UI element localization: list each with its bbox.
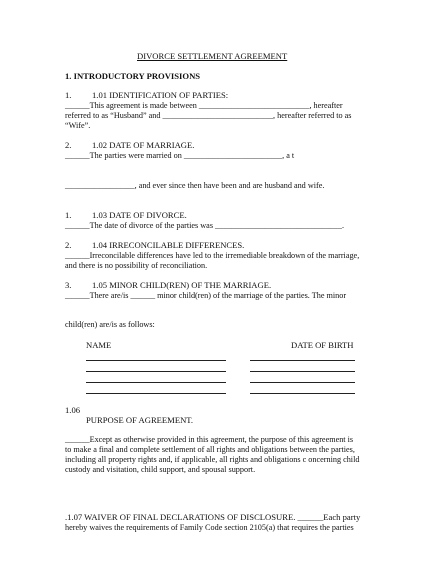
paragraph-line: ______Except as otherwise provided in this agreement, the purpose of this agreement is	[65, 435, 354, 444]
paragraph-line: ______The parties were married on ________________________, a t	[65, 151, 295, 160]
section-heading-minor-children: 1.05 MINOR CHILD(REN) OF THE MARRIAGE.	[92, 280, 272, 290]
child-dob-blank[interactable]	[250, 371, 355, 372]
children-table-name-header: NAME	[86, 340, 112, 350]
child-name-blank[interactable]	[86, 371, 226, 372]
paragraph-line: ______The date of divorce of the parties was _______________________________.	[65, 221, 345, 230]
child-dob-blank[interactable]	[250, 360, 355, 361]
item-number: 1.06	[65, 405, 81, 415]
item-number: 2.	[65, 240, 72, 250]
item-number: 1.	[65, 210, 72, 220]
section-heading-purpose: PURPOSE OF AGREEMENT.	[86, 415, 194, 425]
paragraph-line: custody and visitation, child support, and spousal support.	[65, 465, 256, 474]
section-heading-introductory: 1. INTRODUCTORY PROVISIONS	[65, 71, 201, 81]
paragraph-line: child(ren) are/is as follows:	[65, 320, 155, 329]
paragraph-line: including all property rights and, if applicable, all rights and obligations c oncerning child	[65, 455, 360, 464]
paragraph-line: hereby waives the requirements of Family Code section 2105(a) that requires the parties	[65, 523, 354, 532]
child-name-blank[interactable]	[86, 360, 226, 361]
child-dob-blank[interactable]	[250, 382, 355, 383]
item-number: 1.	[65, 90, 72, 100]
paragraph-line: and there is no possibility of reconciliation.	[65, 261, 208, 270]
section-heading-marriage-date: 1.02 DATE OF MARRIAGE.	[92, 140, 195, 150]
child-dob-blank[interactable]	[250, 393, 355, 394]
section-heading-identification: 1.01 IDENTIFICATION OF PARTIES:	[92, 90, 229, 100]
item-number: 2.	[65, 140, 72, 150]
paragraph-line: ______This agreement is made between ___________________________, hereafter	[65, 101, 343, 110]
paragraph-line: ______There are/is ______ minor child(ren) of the marriage of the parties. The minor	[65, 291, 347, 300]
paragraph-line: referred to as “Husband” and ___________________________, hereafter referred to as	[65, 111, 352, 120]
document-title: DIVORCE SETTLEMENT AGREEMENT	[137, 51, 288, 61]
paragraph-line: ______Irreconcilable differences have led to the irremediable breakdown of the marriage,	[65, 251, 360, 260]
paragraph-line: to make a final and complete settlement of all rights and obligations between the parties,	[65, 445, 355, 454]
paragraph-line: _________________, and ever since then have been and are husband and wife.	[65, 181, 325, 190]
item-number: 3.	[65, 280, 72, 290]
paragraph-line-waiver: .1.07 WAIVER OF FINAL DECLARATIONS OF DISCLOSURE. ______Each party	[65, 512, 361, 522]
section-heading-irreconcilable: 1.04 IRRECONCILABLE DIFFERENCES.	[92, 240, 245, 250]
section-heading-divorce-date: 1.03 DATE OF DIVORCE.	[92, 210, 187, 220]
children-table-dob-header: DATE OF BIRTH	[291, 340, 354, 350]
child-name-blank[interactable]	[86, 382, 226, 383]
child-name-blank[interactable]	[86, 393, 226, 394]
paragraph-line: “Wife”.	[65, 121, 91, 130]
